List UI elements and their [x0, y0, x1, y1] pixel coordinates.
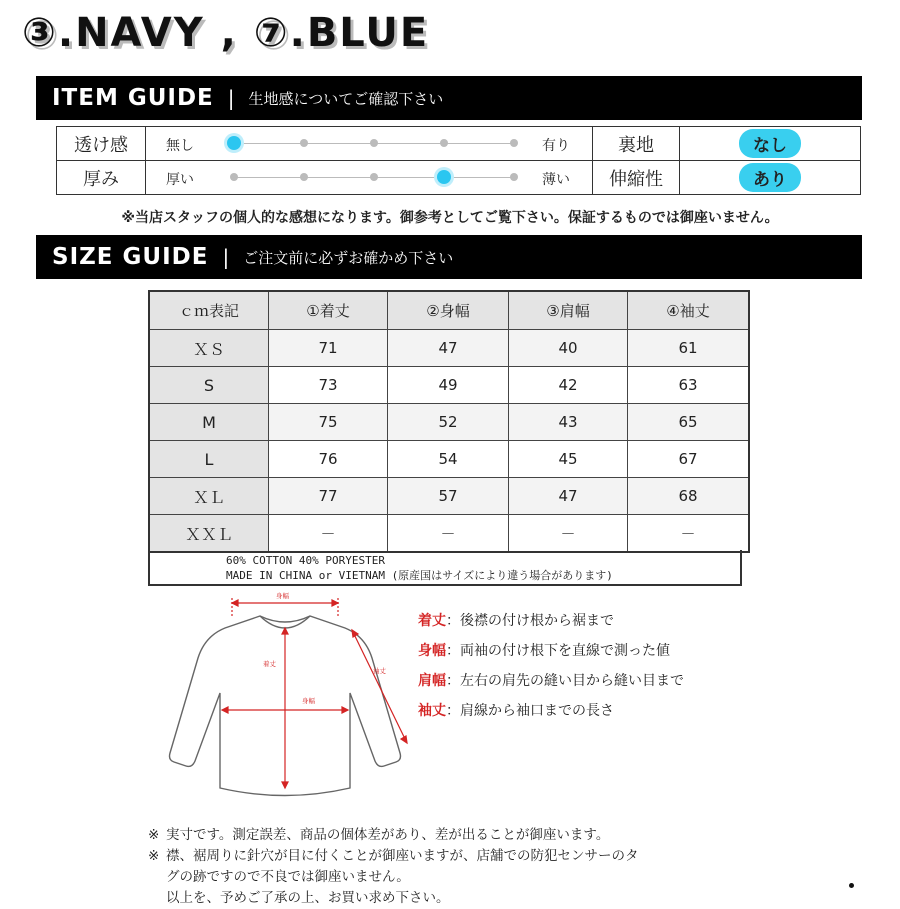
- size-cell: L: [149, 441, 269, 478]
- size-table-header: [149, 291, 749, 330]
- item-guide-header: [36, 76, 862, 120]
- footnote: [148, 846, 639, 867]
- table-row: [149, 515, 749, 553]
- legend-key: 身幅: [418, 643, 446, 659]
- footnote-text: グの跡ですので不良では御座いません。: [166, 869, 410, 885]
- row-label: 厚み: [57, 161, 146, 195]
- table-row: [149, 478, 749, 515]
- size-guide-header: [36, 235, 862, 279]
- value-cell: 47: [388, 330, 509, 367]
- footnote: [148, 888, 639, 909]
- value-cell: 42: [509, 367, 628, 404]
- fabric-row-thickness: [57, 161, 861, 195]
- column-header: ①着丈: [269, 291, 388, 330]
- legend-key: 肩幅: [418, 673, 446, 689]
- value-cell: 68: [628, 478, 750, 515]
- lining-badge: なし: [739, 129, 801, 158]
- value-cell: 75: [269, 404, 388, 441]
- footnote-text: 襟、裾周りに針穴が目に付くことが御座いますが、店舗での防犯センサーのタ: [166, 848, 639, 864]
- value-cell: 61: [628, 330, 750, 367]
- scale-track: [234, 177, 514, 178]
- legend-text: ：両袖の付け根下を直線で測った値: [446, 643, 670, 659]
- table-row: [149, 441, 749, 478]
- size-cell: ＸＸＬ: [149, 515, 269, 553]
- diagram-label-length: 着丈: [263, 660, 276, 668]
- size-guide-heading: SIZE GUIDE: [52, 244, 209, 270]
- scale-left-label: 無し: [166, 138, 194, 154]
- value-cell: 76: [269, 441, 388, 478]
- value-cell: －: [269, 515, 388, 553]
- scale-dot: [370, 139, 378, 147]
- thickness-scale: [146, 161, 593, 195]
- value-cell: 71: [269, 330, 388, 367]
- row-label: 透け感: [57, 127, 146, 161]
- scale-dot: [510, 173, 518, 181]
- size-guide-subtitle: ご注文前に必ずお確かめ下さい: [243, 248, 454, 267]
- scale-right-label: 薄い: [542, 172, 570, 188]
- legend-item: [418, 700, 614, 720]
- table-row: [149, 330, 749, 367]
- footnote: [148, 825, 639, 846]
- fabric-row-transparency: [57, 127, 861, 161]
- legend-item: [418, 640, 670, 660]
- scale-left-label: 厚い: [166, 172, 194, 188]
- value-cell: 65: [628, 404, 750, 441]
- item-guide-subtitle: 生地感についてご確認下さい: [248, 89, 444, 108]
- value-cell: －: [628, 515, 750, 553]
- value-cell: 47: [509, 478, 628, 515]
- value-cell: 67: [628, 441, 750, 478]
- value-cell: 73: [269, 367, 388, 404]
- size-cell: ＸＳ: [149, 330, 269, 367]
- value-cell: 54: [388, 441, 509, 478]
- footnote-mark: ※: [148, 848, 160, 864]
- table-row: [149, 367, 749, 404]
- scale-dot: [300, 173, 308, 181]
- size-guide-separator: |: [222, 245, 230, 269]
- legend-item: [418, 670, 684, 690]
- footnote: [148, 867, 639, 888]
- scale-dot-selected: [437, 170, 451, 184]
- scale-dot: [230, 173, 238, 181]
- scale-track: [234, 143, 514, 144]
- diagram-label-sleeve: 袖丈: [373, 667, 386, 675]
- value-cell: 49: [388, 367, 509, 404]
- stretch-badge: あり: [739, 163, 801, 192]
- legend-key: 着丈: [418, 613, 446, 629]
- diagram-label-chest: 身幅: [302, 697, 315, 705]
- fabric-guide-table: [56, 126, 861, 195]
- size-cell: M: [149, 404, 269, 441]
- footnote-mark: ※: [148, 827, 160, 843]
- value-cell: 45: [509, 441, 628, 478]
- garment-measurement-diagram: [160, 588, 410, 818]
- value-cell: 57: [388, 478, 509, 515]
- column-header: ｃｍ表記: [149, 291, 269, 330]
- value-cell: －: [388, 515, 509, 553]
- staff-note: ※当店スタッフの個人的な感想になります。御参考としてご覧下さい。保証するものでは御座いません。: [121, 210, 779, 226]
- page-title: ③.NAVY , ⑦.BLUE: [22, 10, 430, 56]
- sleeve-arrow: [352, 630, 407, 743]
- transparency-scale: [146, 127, 593, 161]
- table-row: [149, 404, 749, 441]
- legend-item: [418, 610, 614, 630]
- value-cell: 52: [388, 404, 509, 441]
- footnotes: [148, 825, 639, 909]
- legend-text: ：後襟の付け根から裾まで: [446, 613, 614, 629]
- value-cell: 43: [509, 404, 628, 441]
- column-header: ③肩幅: [509, 291, 628, 330]
- material-composition: 60% COTTON 40% PORYESTER: [226, 554, 385, 567]
- scale-dot: [440, 139, 448, 147]
- scale-dot: [510, 139, 518, 147]
- column-header: ②身幅: [388, 291, 509, 330]
- footnote-text: 実寸です。測定誤差、商品の個体差があり、差が出ることが御座います。: [166, 827, 610, 843]
- category-label: 伸縮性: [593, 161, 680, 195]
- category-value: [680, 161, 861, 195]
- diagram-label-width: 身幅: [276, 592, 289, 600]
- country-of-origin: MADE IN CHINA or VIETNAM (原産国はサイズにより違う場合があります): [226, 569, 613, 582]
- footnote-text: 以上を、予めご了承の上、お買い求め下さい。: [166, 890, 450, 906]
- category-value: [680, 127, 861, 161]
- material-info: [148, 550, 742, 586]
- legend-text: ：肩線から袖口までの長さ: [446, 703, 614, 719]
- legend-key: 袖丈: [418, 703, 446, 719]
- size-cell: ＸＬ: [149, 478, 269, 515]
- value-cell: －: [509, 515, 628, 553]
- legend-text: ：左右の肩先の縫い目から縫い目まで: [446, 673, 684, 689]
- scale-dot-selected: [227, 136, 241, 150]
- value-cell: 63: [628, 367, 750, 404]
- scale-right-label: 有り: [542, 138, 570, 154]
- item-guide-heading: ITEM GUIDE: [52, 85, 214, 111]
- item-guide-separator: |: [227, 86, 235, 110]
- size-table: [148, 290, 750, 553]
- value-cell: 77: [269, 478, 388, 515]
- scale-dot: [300, 139, 308, 147]
- column-header: ④袖丈: [628, 291, 750, 330]
- value-cell: 40: [509, 330, 628, 367]
- size-cell: S: [149, 367, 269, 404]
- category-label: 裏地: [593, 127, 680, 161]
- bullet-dot: [849, 883, 854, 888]
- scale-dot: [370, 173, 378, 181]
